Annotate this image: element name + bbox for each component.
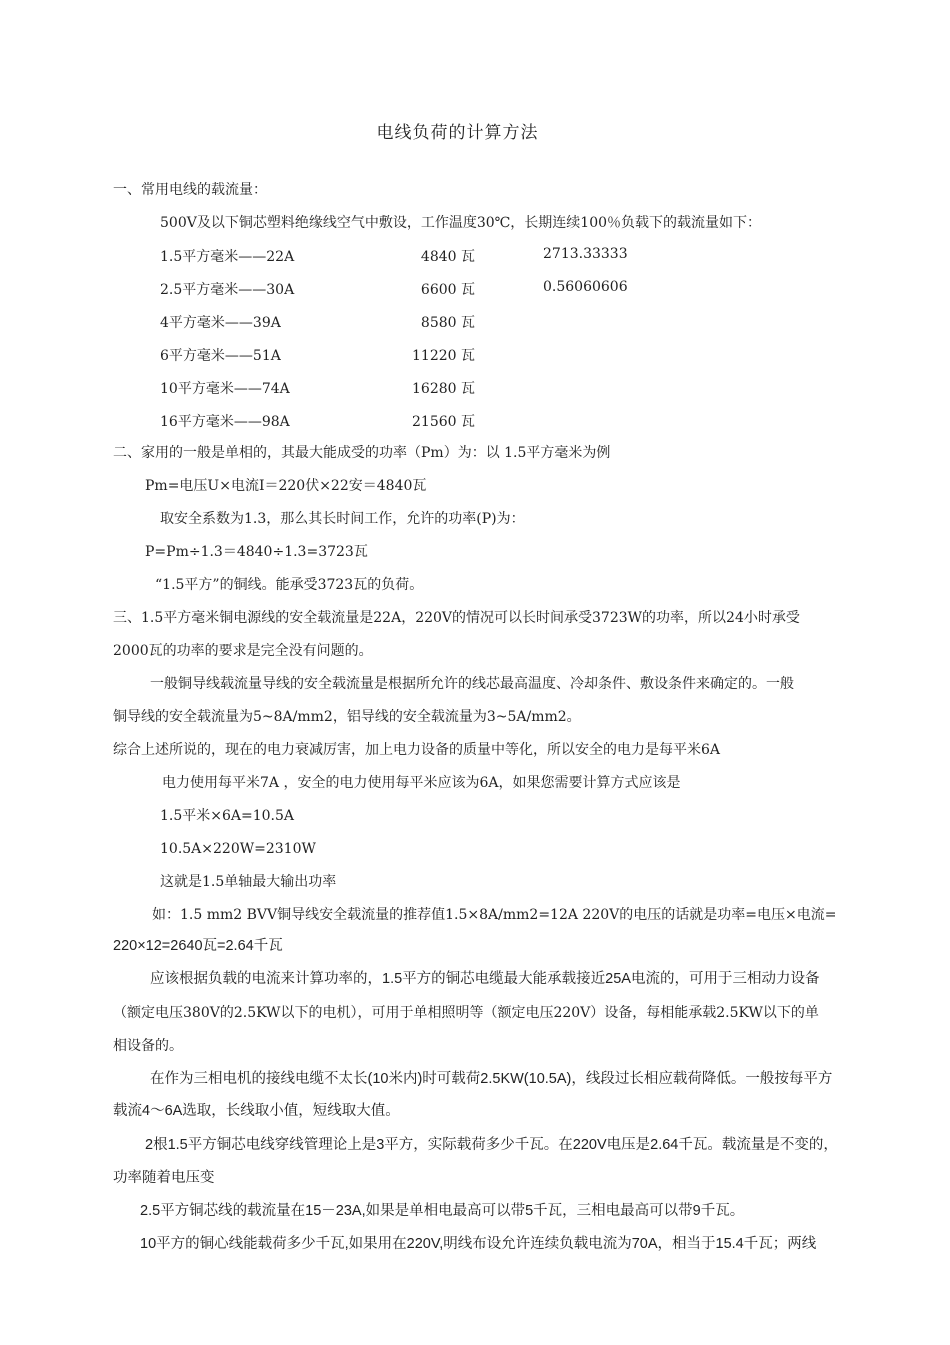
calc-line2: 10.5A×220W=2310W: [160, 841, 316, 857]
row-spec: 6平方毫米——51A: [160, 348, 281, 364]
load-para-end: 相设备的。: [113, 1038, 183, 1054]
section3-para2: 一般铜导线载流量导线的安全载流量是根据所允许的线芯最高温度、冷却条件、敷设条件来确定的。一般: [150, 676, 794, 692]
example-result: 220×12=2640瓦=2.64千瓦: [113, 938, 283, 954]
row-watts: 11220 瓦: [412, 348, 475, 364]
load-para-cont: （额定电压380V的2.5KW以下的电机），可用于单相照明等（额定电压220V）设备，每相能承载2.5KW以下的单: [113, 1005, 819, 1021]
safety-factor-text: 取安全系数为1.3，那么其长时间工作，允许的功率(P)为：: [160, 511, 525, 527]
section1-heading: 一、常用电线的载流量：: [113, 182, 267, 198]
load-para: 应该根据负载的电流来计算功率的，1.5平方的铜芯电缆最大能承载接近25A电流的，可用于三相动力设备: [150, 971, 820, 987]
capacity-conclusion: “1.5平方”的铜线。能承受3723瓦的负荷。: [155, 577, 424, 593]
wire-2-5-para: 2.5平方铜芯线的载流量在15－23A,如果是单相电最高可以带5千瓦，三相电最高可以带9千瓦。: [140, 1203, 745, 1219]
section3-para1-cont: 2000瓦的功率的要求是完全没有问题的。: [113, 643, 373, 659]
calc-line1: 1.5平米×6A=10.5A: [160, 808, 295, 824]
pm-formula: Pm=电压U×电流I＝220伏×22安＝4840瓦: [145, 478, 427, 494]
section1-intro: 500V及以下铜芯塑料绝缘线空气中敷设，工作温度30℃，长期连续100％负载下的载流量如下：: [160, 215, 762, 231]
row-watts: 4840 瓦: [420, 249, 475, 265]
p-formula: P=Pm÷1.3＝4840÷1.3=3723瓦: [145, 544, 368, 560]
row-watts: 21560 瓦: [412, 414, 475, 430]
page-title: 电线负荷的计算方法: [376, 123, 539, 143]
calc-conclusion: 这就是1.5单轴最大输出功率: [160, 874, 337, 890]
summary-text: 综合上述所说的，现在的电力衰减厉害，加上电力设备的质量中等化，所以安全的电力是每平米6A: [113, 742, 721, 758]
row-watts: 16280 瓦: [412, 381, 475, 397]
row-spec: 1.5平方毫米——22A: [160, 249, 295, 265]
conduit-para-cont: 功率随着电压变: [113, 1170, 215, 1186]
motor-para-cont: 载流4～6A选取，长线取小值，短线取大值。: [113, 1103, 400, 1119]
row-watts: 6600 瓦: [420, 282, 475, 298]
section2-heading: 二、家用的一般是单相的，其最大能成受的功率（Pm）为：以 1.5平方毫米为例: [113, 445, 611, 461]
row-spec: 10平方毫米——74A: [160, 381, 290, 397]
conduit-para: 2根1.5平方铜芯电线穿线管理论上是3平方，实际载荷多少千瓦。在220V电压是2.64千瓦。载流量是不变的，: [145, 1137, 838, 1153]
section3-para1: 三、1.5平方毫米铜电源线的安全载流量是22A，220V的情况可以长时间承受3723W的功率，所以24小时承受: [113, 610, 800, 626]
row-extra: 0.56060606: [543, 279, 628, 295]
row-spec: 4平方毫米——39A: [160, 315, 281, 331]
example-text: 如：1.5 mm2 BVV铜导线安全载流量的推荐值1.5×8A/mm2=12A 220V的电压的话就是功率=电压×电流=: [152, 907, 837, 923]
usage-text: 电力使用每平米7A ，安全的电力使用每平米应该为6A，如果您需要计算方式应该是: [162, 775, 681, 791]
wire-10-para: 10平方的铜心线能载荷多少千瓦,如果用在220V,明线布设允许连续负载电流为70A，相当于15.4千瓦；两线: [140, 1236, 817, 1252]
motor-para: 在作为三相电机的接线电缆不太长(10米内)时可载荷2.5KW(10.5A)，线段过长相应载荷降低。一般按每平方: [150, 1071, 833, 1087]
section3-para2-cont: 铜导线的安全载流量为5~8A/mm2，铝导线的安全载流量为3~5A/mm2。: [113, 709, 581, 725]
row-spec: 16平方毫米——98A: [160, 414, 290, 430]
row-watts: 8580 瓦: [420, 315, 475, 331]
row-extra: 2713.33333: [543, 246, 628, 262]
row-spec: 2.5平方毫米——30A: [160, 282, 295, 298]
